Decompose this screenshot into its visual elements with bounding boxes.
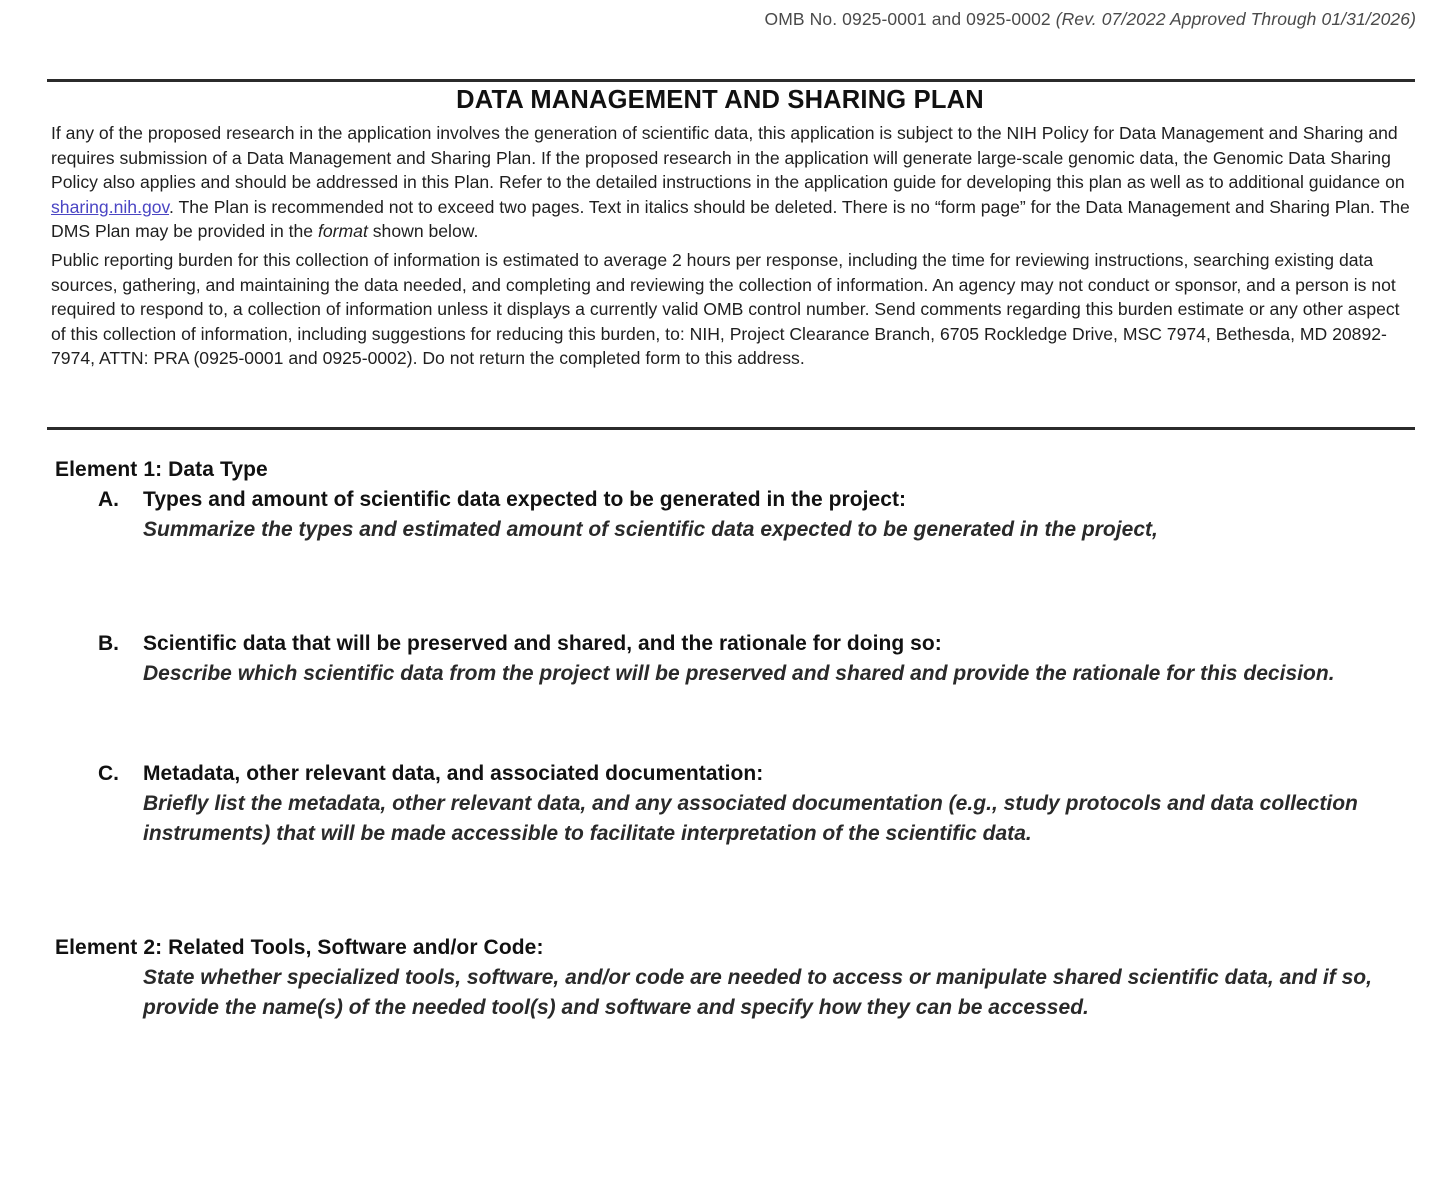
- horizontal-rule-top: [47, 79, 1415, 82]
- intro-text-before-link: If any of the proposed research in the application involves the generation of scientific data, this application is subject to the NIH Policy for Data Management and Sharing and requires submission of a Data Management and Sharing Plan. If the proposed research in the application will generate large-scale genomic data, the Genomic Data Sharing Policy also applies and should be addressed in this Plan. Refer to the detailed instructions in the application guide for developing this plan as well as to additional guidance on: [51, 123, 1405, 193]
- intro-text-after-link: . The Plan is recommended not to exceed two pages. Text in italics should be deleted. There is no “form page” for the Data Management and Sharing Plan. The DMS Plan may be provided in the: [51, 196, 1410, 242]
- section-element-1: [0, 455, 1440, 849]
- horizontal-rule-bottom: [47, 427, 1415, 430]
- list-item-c-marker: C.: [98, 762, 119, 785]
- omb-number-text: OMB No. 0925-0001 and 0925-0002: [764, 9, 1056, 29]
- omb-revision-text: (Rev. 07/2022 Approved Through 01/31/2026): [1055, 9, 1416, 29]
- omb-header: [765, 8, 1416, 30]
- list-item-a-title: Types and amount of scientific data expected to be generated in the project:: [143, 488, 907, 511]
- element-2-description: State whether specialized tools, software, and/or code are needed to access or manipulate shared scientific data, and if so, provide the name(s) of the needed tool(s) and software and specify how they can be accessed.: [143, 966, 1373, 1019]
- intro-paragraph-policy: [51, 121, 1411, 244]
- section-element-2: [0, 933, 1440, 1023]
- list-item-c-description: Briefly list the metadata, other relevant data, and any associated documentation (e.g., study protocols and data collection instruments) that will be made accessible to facilitate interpretation of the scientific data.: [143, 792, 1358, 845]
- list-item-c: [98, 759, 1440, 849]
- document-body: [0, 455, 1440, 1023]
- list-item-a: [98, 485, 1440, 545]
- list-item-a-description: Summarize the types and estimated amount of scientific data expected to be generated in the project,: [143, 518, 1158, 541]
- list-item-b-description: Describe which scientific data from the project will be preserved and shared and provide the rationale for this decision.: [143, 662, 1335, 685]
- page-title: DATA MANAGEMENT AND SHARING PLAN: [456, 86, 984, 114]
- spacer-after-item-a: [0, 545, 1440, 629]
- intro-italic-format-word: format: [317, 221, 368, 242]
- list-item-b: [98, 629, 1440, 689]
- intro-text-tail: shown below.: [367, 221, 479, 242]
- spacer-after-item-b: [0, 689, 1440, 759]
- sharing-nih-gov-link[interactable]: sharing.nih.gov: [51, 196, 170, 217]
- list-item-c-title: Metadata, other relevant data, and associated documentation:: [143, 762, 764, 785]
- intro-paragraph-burden: Public reporting burden for this collection of information is estimated to average 2 hours per response, including the time for reviewing instructions, searching existing data sources, gathering, and maintaining the data needed, and completing and reviewing the collection of information. An agency may not conduct or sponsor, and a person is not required to respond to, a collection of information unless it displays a currently valid OMB control number. Send comments regarding this burden estimate or any other aspect of this collection of information, including suggestions for reducing this burden, to: NIH, Project Clearance Branch, 6705 Rockledge Drive, MSC 7974, Bethesda, MD 20892-7974, ATTN: PRA (0925-0001 and 0925-0002). Do not return the completed form to this address.: [51, 249, 1400, 369]
- list-item-b-title: Scientific data that will be preserved and shared, and the rationale for doing so:: [143, 632, 942, 655]
- list-item-a-marker: A.: [98, 488, 119, 511]
- element-2-heading: Element 2: Related Tools, Software and/or Code:: [55, 936, 544, 959]
- list-item-b-marker: B.: [98, 632, 119, 655]
- element-1-heading: Element 1: Data Type: [55, 458, 268, 481]
- intro-block: [51, 121, 1411, 371]
- spacer-between-elements: [0, 849, 1440, 933]
